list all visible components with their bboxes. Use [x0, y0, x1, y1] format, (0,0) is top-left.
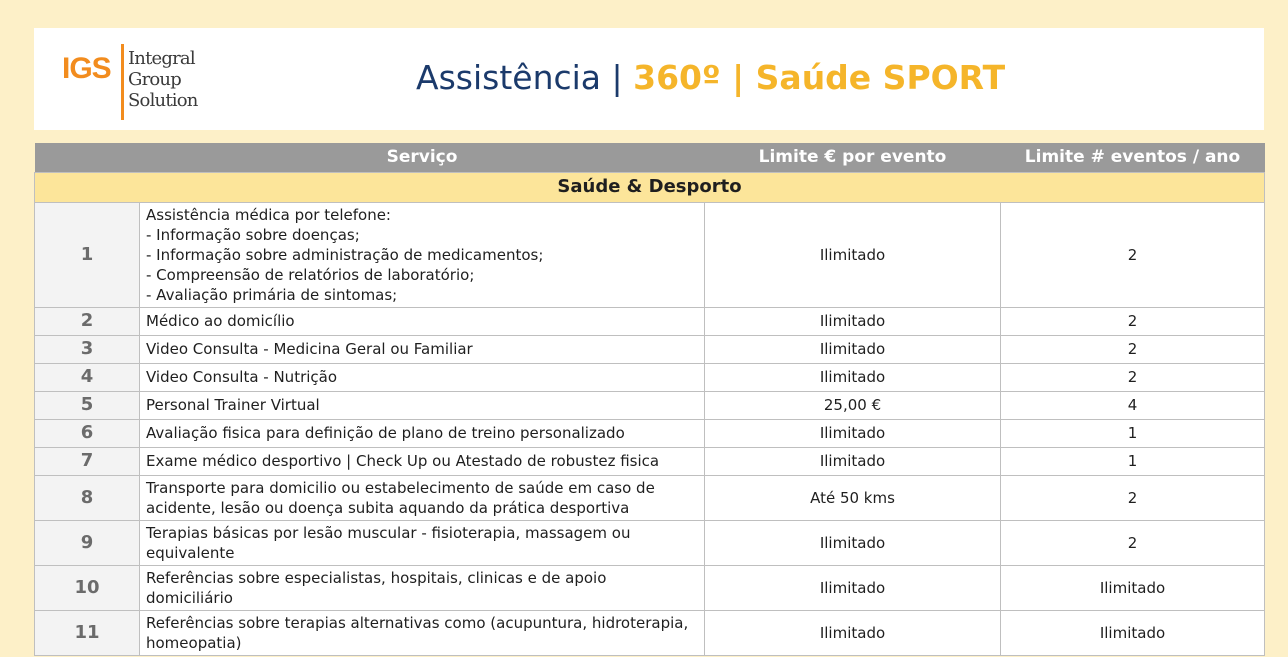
row-limit-event: 25,00 €	[705, 391, 1001, 419]
row-limit-year: 2	[1001, 307, 1265, 335]
logo-line-1: Integral	[128, 48, 195, 69]
row-limit-event: Ilimitado	[705, 363, 1001, 391]
table-row	[35, 565, 1265, 610]
row-service: Assistência médica por telefone: - Informação sobre doenças; - Informação sobre administração de medicamentos; - Compreensão de relatórios de laboratório; - Avaliação primária de sintomas;	[140, 202, 705, 307]
row-limit-event: Ilimitado	[705, 565, 1001, 610]
group-row	[35, 172, 1265, 202]
row-number: 5	[35, 391, 140, 419]
header-num	[35, 143, 140, 172]
row-number: 8	[35, 475, 140, 520]
row-limit-year: Ilimitado	[1001, 610, 1265, 655]
logo-line-3: Solution	[128, 90, 198, 111]
company-logo	[62, 44, 242, 116]
header-limit-year: Limite # eventos / ano	[1001, 143, 1265, 172]
table-row	[35, 391, 1265, 419]
row-number: 6	[35, 419, 140, 447]
row-service: Referências sobre terapias alternativas como (acupuntura, hidroterapia, homeopatia)	[140, 610, 705, 655]
row-service: Avaliação fisica para definição de plano de treino personalizado	[140, 419, 705, 447]
header-limit-event: Limite € por evento	[705, 143, 1001, 172]
title-part-saude-sport: Saúde SPORT	[755, 58, 1006, 97]
row-limit-event: Ilimitado	[705, 307, 1001, 335]
row-number: 2	[35, 307, 140, 335]
row-limit-event: Ilimitado	[705, 419, 1001, 447]
row-limit-year: 2	[1001, 202, 1265, 307]
title-part-360: 360º	[633, 58, 721, 97]
row-limit-year: 2	[1001, 335, 1265, 363]
row-limit-event: Até 50 kms	[705, 475, 1001, 520]
table-row	[35, 610, 1265, 655]
row-service: Video Consulta - Medicina Geral ou Familiar	[140, 335, 705, 363]
row-limit-year: 1	[1001, 447, 1265, 475]
table-row	[35, 475, 1265, 520]
row-limit-year: 2	[1001, 520, 1265, 565]
title-separator-2: |	[720, 58, 756, 97]
row-service: Médico ao domicílio	[140, 307, 705, 335]
row-limit-event: Ilimitado	[705, 520, 1001, 565]
page-title	[416, 58, 1005, 97]
row-limit-year: 4	[1001, 391, 1265, 419]
table-row	[35, 335, 1265, 363]
row-number: 9	[35, 520, 140, 565]
row-number: 4	[35, 363, 140, 391]
row-service: Video Consulta - Nutrição	[140, 363, 705, 391]
row-limit-year: 2	[1001, 475, 1265, 520]
row-number: 7	[35, 447, 140, 475]
table-row	[35, 520, 1265, 565]
row-limit-year: 1	[1001, 419, 1265, 447]
row-limit-event: Ilimitado	[705, 610, 1001, 655]
row-service: Referências sobre especialistas, hospitais, clinicas e de apoio domiciliário	[140, 565, 705, 610]
logo-abbr: IGS	[62, 52, 111, 85]
header-banner	[34, 28, 1264, 130]
row-service: Transporte para domicilio ou estabelecimento de saúde em caso de acidente, lesão ou doença subita aquando da prática desportiva	[140, 475, 705, 520]
table-row	[35, 307, 1265, 335]
title-separator-1: |	[601, 58, 634, 97]
header-service: Serviço	[140, 143, 705, 172]
table-header-row	[35, 143, 1265, 172]
logo-line-2: Group	[128, 69, 181, 90]
table-row	[35, 363, 1265, 391]
table-row	[35, 447, 1265, 475]
group-title: Saúde & Desporto	[35, 172, 1265, 202]
logo-divider	[121, 44, 124, 120]
row-number: 3	[35, 335, 140, 363]
row-limit-event: Ilimitado	[705, 335, 1001, 363]
row-service: Personal Trainer Virtual	[140, 391, 705, 419]
table-row	[35, 202, 1265, 307]
services-table	[34, 143, 1265, 656]
row-service: Terapias básicas por lesão muscular - fisioterapia, massagem ou equivalente	[140, 520, 705, 565]
row-limit-year: Ilimitado	[1001, 565, 1265, 610]
row-limit-event: Ilimitado	[705, 447, 1001, 475]
row-number: 11	[35, 610, 140, 655]
row-limit-year: 2	[1001, 363, 1265, 391]
logo-name	[128, 48, 198, 111]
table-row	[35, 419, 1265, 447]
row-limit-event: Ilimitado	[705, 202, 1001, 307]
row-number: 1	[35, 202, 140, 307]
title-main: Assistência	[416, 58, 602, 97]
row-service: Exame médico desportivo | Check Up ou Atestado de robustez fisica	[140, 447, 705, 475]
row-number: 10	[35, 565, 140, 610]
